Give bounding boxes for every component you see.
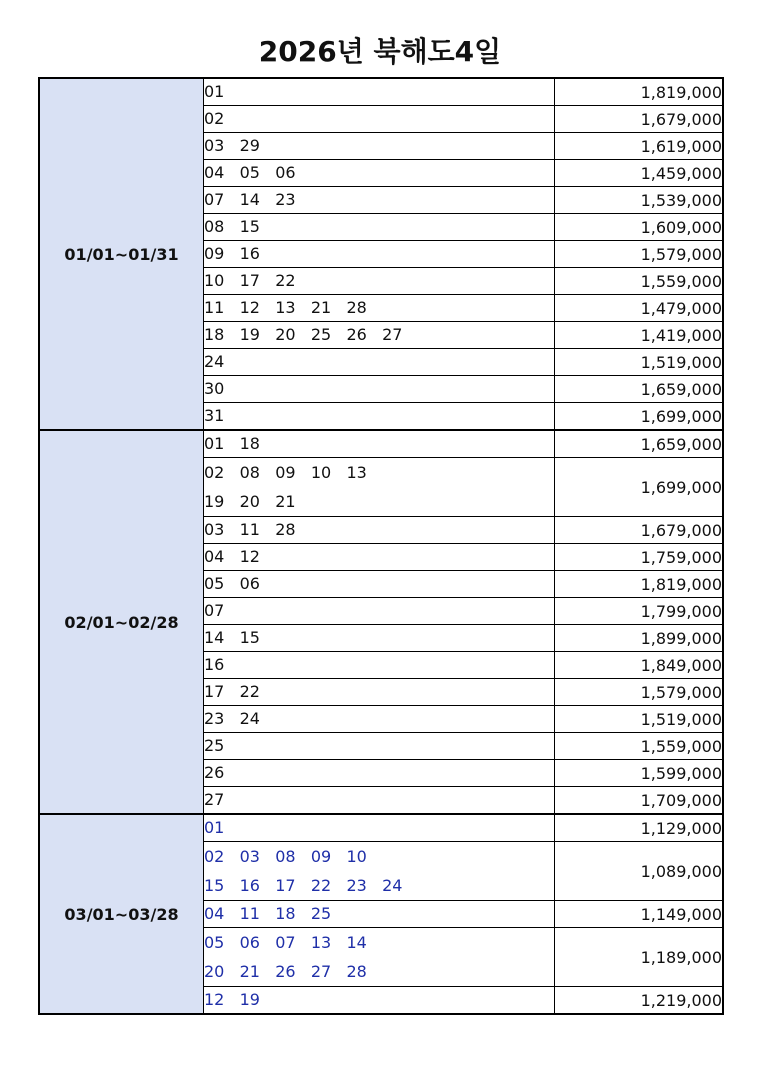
departure-dates-cell [204,652,555,679]
price-cell: 1,659,000 [555,376,724,403]
price-cell: 1,609,000 [555,214,724,241]
price-cell: 1,089,000 [555,842,724,901]
price-cell: 1,599,000 [555,760,724,787]
price-cell: 1,899,000 [555,625,724,652]
departure-dates-line: 05 06 07 13 14 [204,933,367,952]
price-table [38,77,724,1015]
departure-dates-line: 09 16 [204,244,260,263]
price-cell: 1,699,000 [555,403,724,431]
period-cell: 02/01~02/28 [39,430,204,814]
price-cell: 1,849,000 [555,652,724,679]
departure-dates-line: 16 [204,655,225,674]
price-cell: 1,189,000 [555,928,724,987]
departure-dates-cell [204,430,555,458]
departure-dates-line: 08 15 [204,217,260,236]
price-cell: 1,759,000 [555,544,724,571]
departure-dates-line: 01 18 [204,434,260,453]
price-cell: 1,679,000 [555,517,724,544]
departure-dates-line: 27 [204,790,225,809]
period-cell: 03/01~03/28 [39,814,204,1014]
price-cell: 1,419,000 [555,322,724,349]
departure-dates-line: 31 [204,406,225,425]
departure-dates-line: 14 15 [204,628,260,647]
departure-dates-line: 07 14 23 [204,190,296,209]
page-title: 2026년 북해도4일 [258,35,502,68]
price-cell: 1,219,000 [555,987,724,1015]
departure-dates-cell [204,987,555,1015]
price-cell: 1,659,000 [555,430,724,458]
departure-dates-line: 24 [204,352,225,371]
departure-dates-line: 11 12 13 21 28 [204,298,367,317]
departure-dates-cell [204,842,555,901]
price-cell: 1,579,000 [555,241,724,268]
departure-dates-line: 17 22 [204,682,260,701]
departure-dates-cell [204,106,555,133]
departure-dates-line: 26 [204,763,225,782]
price-cell: 1,819,000 [555,571,724,598]
departure-dates-line: 07 [204,601,225,620]
departure-dates-cell [204,214,555,241]
departure-dates-cell [204,814,555,842]
table-row [39,430,723,458]
table-row [39,814,723,842]
price-table-body [39,78,723,1014]
table-row [39,78,723,106]
departure-dates-cell [204,78,555,106]
departure-dates-line: 20 21 26 27 28 [204,962,367,981]
price-cell: 1,579,000 [555,679,724,706]
price-cell: 1,459,000 [555,160,724,187]
departure-dates-cell [204,133,555,160]
departure-dates-line: 30 [204,379,225,398]
departure-dates-cell [204,322,555,349]
departure-dates-line: 01 [204,818,225,837]
departure-dates-cell [204,349,555,376]
departure-dates-line: 03 11 28 [204,520,296,539]
departure-dates-cell [204,517,555,544]
price-cell: 1,559,000 [555,268,724,295]
departure-dates-line: 10 17 22 [204,271,296,290]
departure-dates-line: 15 16 17 22 23 24 [204,876,403,895]
departure-dates-cell [204,787,555,815]
departure-dates-line: 25 [204,736,225,755]
departure-dates-cell [204,544,555,571]
departure-dates-line: 02 03 08 09 10 [204,847,367,866]
price-cell: 1,819,000 [555,78,724,106]
departure-dates-cell [204,760,555,787]
price-cell: 1,799,000 [555,598,724,625]
departure-dates-line: 23 24 [204,709,260,728]
price-cell: 1,129,000 [555,814,724,842]
price-cell: 1,709,000 [555,787,724,815]
departure-dates-cell [204,268,555,295]
departure-dates-line: 03 29 [204,136,260,155]
departure-dates-line: 12 19 [204,990,260,1009]
departure-dates-cell [204,706,555,733]
price-cell: 1,519,000 [555,349,724,376]
departure-dates-cell [204,625,555,652]
departure-dates-line: 04 12 [204,547,260,566]
departure-dates-cell [204,733,555,760]
price-cell: 1,539,000 [555,187,724,214]
departure-dates-line: 18 19 20 25 26 27 [204,325,403,344]
price-cell: 1,679,000 [555,106,724,133]
period-cell: 01/01~01/31 [39,78,204,430]
departure-dates-line: 01 [204,82,225,101]
departure-dates-cell [204,679,555,706]
departure-dates-cell [204,403,555,431]
departure-dates-cell [204,241,555,268]
departure-dates-cell [204,928,555,987]
departure-dates-line: 02 [204,109,225,128]
departure-dates-cell [204,295,555,322]
departure-dates-cell [204,376,555,403]
departure-dates-cell [204,901,555,928]
departure-dates-cell [204,571,555,598]
price-cell: 1,479,000 [555,295,724,322]
departure-dates-cell [204,187,555,214]
departure-dates-line: 04 11 18 25 [204,904,332,923]
departure-dates-line: 05 06 [204,574,260,593]
departure-dates-line: 04 05 06 [204,163,296,182]
price-cell: 1,519,000 [555,706,724,733]
price-cell: 1,619,000 [555,133,724,160]
departure-dates-cell [204,160,555,187]
departure-dates-line: 02 08 09 10 13 [204,463,367,482]
price-cell: 1,699,000 [555,458,724,517]
departure-dates-line: 19 20 21 [204,492,296,511]
price-cell: 1,559,000 [555,733,724,760]
departure-dates-cell [204,458,555,517]
departure-dates-cell [204,598,555,625]
price-cell: 1,149,000 [555,901,724,928]
